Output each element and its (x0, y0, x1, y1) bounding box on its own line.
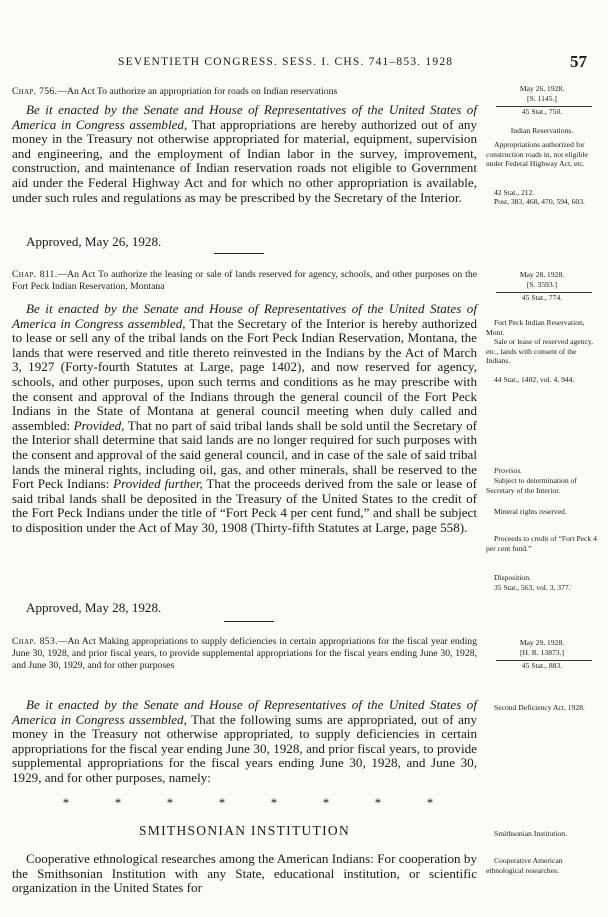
chapter-756-heading (12, 86, 477, 98)
page-header (0, 54, 608, 74)
proviso-label: Provided, (73, 417, 125, 433)
margin-note: Mineral rights reserved. (494, 507, 567, 516)
margin-note: Proceeds to credit of “Fort Peck 4 per cent fund.” (486, 534, 597, 553)
approval-line: Approved, May 26, 1928. (26, 234, 162, 249)
margin-note: 44 Stat., 1402, vol. 4, 944. (494, 375, 575, 384)
star: * (166, 795, 174, 810)
margin-note: Provisos. (494, 466, 523, 475)
margin-date: May 28, 1928. (519, 270, 565, 279)
margin-note: Smithsonian Institution. (494, 829, 567, 838)
margin-note: Fort Peck Indian Reservation, Mont. (486, 318, 585, 337)
margin-note: Appropriations authorized for construction roads in, not eligible under Federal Highway Act, etc. (486, 140, 588, 169)
act-body: That the proceeds derived from the sale or lease of said tribal lands shall be deposited in the Treasury of the United States to the credit of the Fort Peck Indians under the title of “Fort Peck 4 per cent fund,” and shall be subject to disposition under the Act of May 30, 1908 (Thirty-fifth Statutes at Large, page 558). (12, 476, 477, 535)
margin-note: Sale or lease of reserved agency, etc., lands with consent of the Indians. (486, 337, 594, 366)
margin-date: May 26, 1928. (519, 84, 565, 93)
section-divider (214, 253, 264, 254)
proviso-label: Provided further, (113, 476, 203, 492)
act-title: —An Act To authorize the leasing or sale of lands reserved for agency, schools, and other purposes on the Fort Peck Indian Reservation, Montana (12, 269, 477, 292)
act-body: That no part of said tribal lands shall be sold until the Secretary of the Interior shall determine that said lands are no longer required for such purposes with the consent and approval of the said general council, and in case of the sale of said tribal lands the mineral rights, including oil, gas, and other minerals, shall be reserved to the Fort Peck Indians: (12, 417, 477, 492)
section-heading: SMITHSONIAN INSTITUTION (138, 823, 350, 838)
act-body: That appropriations are hereby authorized out of any money in the Treasury not otherwise appropriated for material, equipment, supervision and engineering, and the employment of Indian labor in the survey, improvement, construction, and maintenance of Indian reservation roads not eligible to Government aid under the Federal Highway Act and for which no other appropriation is available, under such rules and regulations as may be prescribed by the Secretary of the Interior. (12, 116, 477, 205)
margin-note: Indian Reservations. (510, 126, 574, 135)
margin-note: Disposition. (494, 573, 531, 582)
chapter-853-text (12, 698, 477, 786)
margin-bill-number: [S. 3593.] (526, 280, 558, 289)
margin-bill-number: [H. R. 13873.] (519, 648, 565, 657)
section-divider (224, 621, 274, 622)
star: * (374, 795, 382, 810)
margin-statute: 45 Stat., 750. (521, 107, 563, 116)
enacting-clause: Be it enacted by the Senate and House of Representatives of the United States of America in Congress assembled, (12, 102, 477, 132)
act-body: That the following sums are appropriated, out of any money in the Treasury not otherwise appropriated, to supply deficiencies in certain appropriations for the fiscal year ending June 30, 1928, and prior fiscal years, to provide supplemental appropriations for the fiscal years ending June 30, 1928, and June 30, 1929, and for other purposes, namely: (12, 711, 477, 785)
margin-note: Cooperative American ethnological researches. (486, 856, 563, 875)
star: * (114, 795, 122, 810)
chapter-811-heading (12, 269, 477, 293)
margin-note: Post, 383, 468, 470, 594, 603. (494, 197, 585, 206)
section-text: Cooperative ethnological researches among the American Indians: For cooperation by the Smithsonian Institution with any State, educational institution, or scientific organization in the United States for (12, 851, 477, 896)
chapter-number: Chap. 853. (12, 636, 58, 647)
margin-bill-number: [S. 1145.] (527, 94, 557, 103)
act-title: —An Act To authorize an appropriation for roads on Indian reservations (57, 86, 338, 97)
margin-statute: 45 Stat., 774. (521, 293, 563, 302)
chapter-756-text (12, 103, 477, 205)
margin-note: 42 Stat., 212. (494, 188, 535, 197)
star: * (426, 795, 434, 810)
act-body: That the Secretary of the Interior is hereby authorized to lease or sell any of the tribal lands on the Fort Peck Indian Reservation, Montana, the lands that were reserved and title thereto reinvested in the Indians by the Act of March 3, 1927 (Forty-fourth Statutes at Large, page 1402), and now reserved for agency, schools, and other purposes, upon such terms and conditions as he may prescribe with the consent and approval of the Indians through the general council of the Fort Peck Indians in the State of Montana at general council meeting when duly called and assembled: (12, 315, 478, 433)
omission-stars (40, 795, 480, 811)
approval-line: Approved, May 28, 1928. (26, 600, 162, 615)
star: * (270, 795, 278, 810)
act-title: —An Act Making appropriations to supply deficiencies in certain appropriations for the fiscal year ending June 30, 1928, and prior fiscal years, to provide supplemental appropriations for the fiscal years ending June 30, 1928, and June 30, 1929, and for other purposes (12, 636, 477, 671)
chapter-811-text (12, 302, 477, 536)
star: * (218, 795, 226, 810)
margin-note: Second Deficiency Act, 1928. (494, 703, 585, 712)
margin-note: 35 Stat., 563, vol. 3, 377. (494, 583, 571, 592)
chapter-number: Chap. 811. (12, 269, 58, 280)
chapter-853-heading (12, 636, 477, 671)
star: * (322, 795, 330, 810)
margin-statute: 45 Stat., 883. (521, 661, 563, 670)
page-number: 57 (570, 52, 587, 71)
running-title: SEVENTIETH CONGRESS. SESS. I. CHS. 741–853. 1928 (118, 56, 454, 68)
star: * (62, 795, 70, 810)
enacting-clause: Be it enacted by the Senate and House of Representatives of the United States of America in Congress assembled, (12, 697, 477, 727)
chapter-number: Chap. 756. (12, 86, 58, 97)
margin-note: Subject to determination of Secretary of the Interior. (486, 476, 577, 495)
margin-date: May 29, 1928. (519, 638, 565, 647)
enacting-clause: Be it enacted by the Senate and House of Representatives of the United States of America in Congress assembled, (12, 301, 477, 331)
